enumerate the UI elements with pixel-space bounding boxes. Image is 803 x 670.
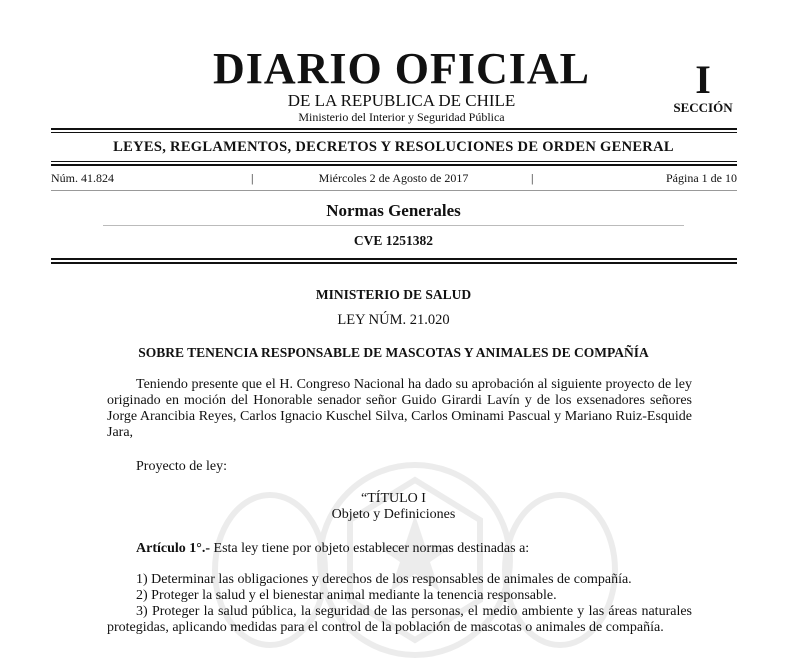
- page-indicator: Página 1 de 10: [666, 171, 737, 185]
- law-number: LEY NÚM. 21.020: [337, 312, 450, 328]
- list-item: [107, 588, 692, 604]
- meta-separator: |: [251, 171, 254, 185]
- list-item: [107, 604, 692, 636]
- divider: [51, 128, 737, 130]
- meta-separator: |: [531, 171, 534, 185]
- banner: LEYES, REGLAMENTOS, DECRETOS Y RESOLUCIONES DE ORDEN GENERAL: [113, 139, 674, 155]
- divider: [51, 258, 737, 260]
- masthead-subtitle: DE LA REPUBLICA DE CHILE: [287, 91, 516, 110]
- intro-paragraph: [107, 377, 692, 441]
- list-item-text: 2) Proteger la salud y el bienestar animal mediante la tenencia responsable.: [136, 588, 557, 603]
- law-title: SOBRE TENENCIA RESPONSABLE DE MASCOTAS Y ANIMALES DE COMPAÑÍA: [138, 345, 649, 360]
- article-1: [107, 541, 692, 557]
- divider: [51, 132, 737, 133]
- list-item-text: 1) Determinar las obligaciones y derechos de los responsables de animales de compañía.: [136, 572, 632, 587]
- divider: [51, 164, 737, 166]
- list-item: [107, 572, 692, 588]
- divider: [51, 161, 737, 162]
- ministry-heading: MINISTERIO DE SALUD: [315, 287, 472, 302]
- list-item-text: 3) Proteger la salud pública, la seguridad de las personas, el medio ambiente y las áreas naturales protegidas, aplicando medidas para el control de la población de mascotas o animales de compañía.: [107, 604, 692, 635]
- proyecto-text: Proyecto de ley:: [136, 459, 227, 474]
- titulo-name: Objeto y Definiciones: [331, 507, 456, 522]
- divider: [103, 225, 684, 226]
- section-heading: Normas Generales: [326, 201, 461, 220]
- masthead-title: DIARIO OFICIAL: [212, 44, 591, 93]
- divider: [51, 190, 737, 191]
- divider: [51, 262, 737, 264]
- issue-number: Núm. 41.824: [51, 171, 114, 185]
- cve-code: CVE 1251382: [353, 233, 434, 248]
- section-number: I: [695, 57, 711, 102]
- intro-text: Teniendo presente que el H. Congreso Nacional ha dado su aprobación al siguiente proyecto de ley originado en moción del Honorable senador señor Guido Girardi Lavín y de los exsenadores señores Jorge Arancibia Reyes, Carlos Ignacio Kuschel Silva, Carlos Ominami Pascual y Mariano Ruiz-Esquide Jara,: [107, 377, 692, 440]
- masthead-ministry: Ministerio del Interior y Seguridad Pública: [298, 110, 505, 124]
- article-label: Artículo 1°.-: [136, 541, 211, 556]
- issue-date: Miércoles 2 de Agosto de 2017: [318, 171, 469, 185]
- section-label: SECCIÓN: [673, 100, 733, 115]
- article-text: Esta ley tiene por objeto establecer normas destinadas a:: [213, 541, 530, 556]
- titulo-heading: “TÍTULO I: [361, 491, 426, 506]
- proyecto-paragraph: [107, 459, 692, 475]
